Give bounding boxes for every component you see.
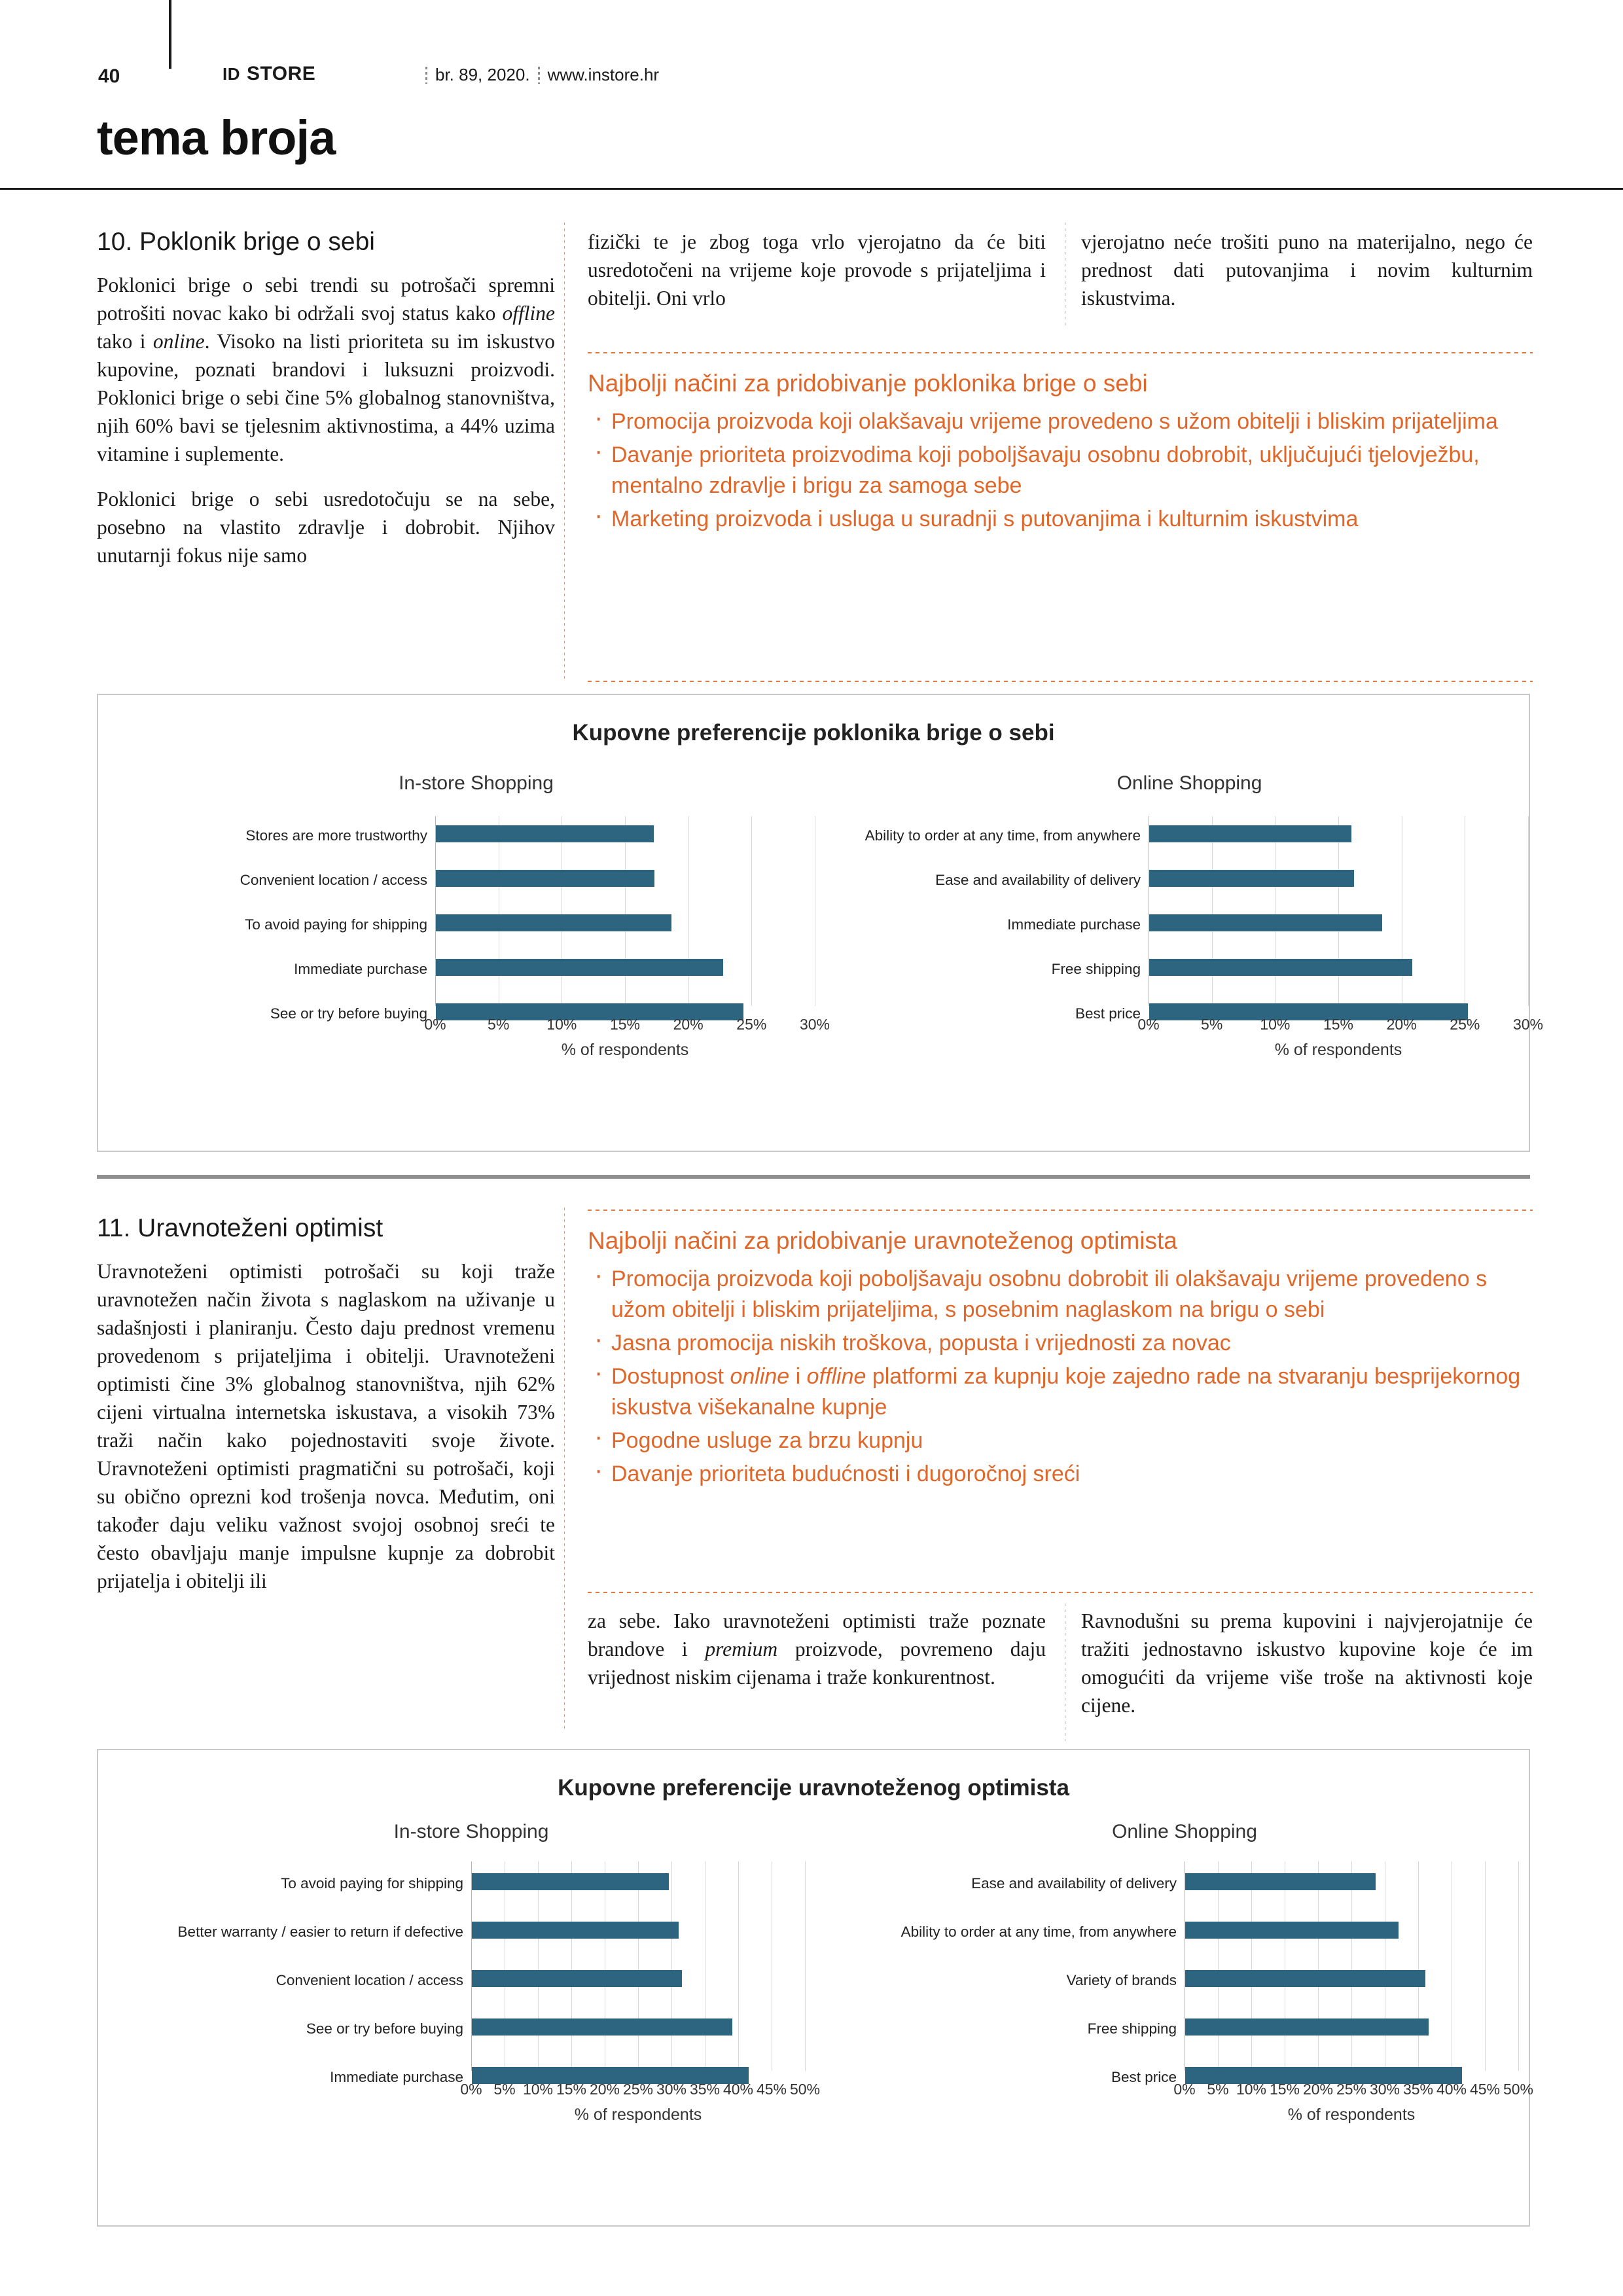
gridline	[1528, 816, 1529, 1006]
masthead-logo	[223, 63, 315, 85]
axis-tick-label: 15%	[1269, 2081, 1300, 2098]
axis-tick-label: 20%	[1302, 2081, 1334, 2098]
axis-tick-label: 5%	[493, 2081, 516, 2098]
callout10-list	[588, 406, 1537, 535]
axis-tick-label: 30%	[656, 2081, 687, 2098]
axis-tick-label: 25%	[622, 2081, 654, 2098]
section10-right-column	[1081, 228, 1533, 329]
masthead-meta	[425, 65, 659, 85]
gridline	[1351, 1861, 1352, 2071]
axis-tick-label: 45%	[756, 2081, 787, 2098]
callout10-bottom-rule	[588, 681, 1533, 682]
section10-left-column	[97, 228, 555, 586]
chart1-title: Kupovne preferencije poklonika brige o sebi	[572, 720, 1055, 745]
bar-category-label: To avoid paying for shipping	[245, 916, 427, 933]
gridline	[1218, 1861, 1219, 2071]
section11-paragraph-mid: za sebe. Iako uravnoteženi optimisti traže poznate brandove i premium proizvode, povremeno daju vrijednost niskim cijenama i traže konkurentnost.	[588, 1609, 1046, 1689]
axis-tick-label: 5%	[488, 1016, 510, 1033]
header-vertical-rule	[169, 0, 171, 69]
gridline	[738, 1861, 739, 2071]
bar-category-label: Convenient location / access	[276, 1972, 463, 1988]
bar	[436, 870, 654, 887]
callout10-top-rule	[588, 352, 1533, 353]
section10-mid-column	[588, 228, 1046, 329]
gridline	[1318, 1861, 1319, 2071]
axis-tick-label: 15%	[609, 1016, 641, 1033]
gridline	[1485, 1861, 1486, 2071]
bar-category-label: Free shipping	[1051, 961, 1141, 977]
axis-tick-label: 45%	[1469, 2081, 1501, 2098]
axis-tick-label: 15%	[1323, 1016, 1354, 1033]
divider-icon	[538, 67, 540, 84]
callout11	[588, 1227, 1537, 1492]
gridline	[1212, 816, 1213, 1006]
panel-subtitle: In-store Shopping	[399, 772, 554, 794]
chart-kupovne-preferencije-poklonika	[97, 694, 1544, 1152]
chart2-title: Kupovne preferencije uravnoteženog optimista	[558, 1775, 1069, 1801]
callout10-title: Najbolji načini za pridobivanje poklonika brige o sebi	[588, 370, 1148, 397]
bar	[1149, 959, 1412, 976]
section11-mid-column	[588, 1607, 1046, 1708]
axis-tick-label: 0%	[1137, 1016, 1160, 1033]
axis-tick-label: 20%	[1386, 1016, 1417, 1033]
axis-tick-label: 5%	[1207, 2081, 1229, 2098]
gridline	[1518, 1861, 1519, 2071]
bar-category-label: Best price	[1075, 1005, 1141, 1022]
axis-tick-label: 0%	[424, 1016, 446, 1033]
axis-tick-label: 15%	[556, 2081, 587, 2098]
panel-subtitle: Online Shopping	[1116, 772, 1262, 794]
gridline	[638, 1861, 639, 2071]
list-item: · Dostupnost online i offline platformi za kupnju koje zajedno rade na stvaranju besprijekornog iskustva višekanalne kupnje	[588, 1361, 1537, 1423]
section11-heading: 11. Uravnoteženi optimist	[97, 1214, 383, 1242]
section10-paragraph-2: Poklonici brige o sebi usredotočuju se na sebe, posebno na vlastito zdravlje i dobrobit. Njihov unutarnji fokus nije samo	[97, 488, 555, 567]
axis-tick-label: 25%	[1336, 2081, 1367, 2098]
section11-paragraph-right: Ravnodušni su prema kupovini i najvjerojatnije će tražiti jednostavno iskustvo kupovine koje će im omogućiti da vrijeme više troše na aktivnosti koje cijene.	[1081, 1609, 1533, 1717]
bar-category-label: Immediate purchase	[330, 2069, 463, 2085]
bar	[1149, 870, 1354, 887]
panel-subtitle: Online Shopping	[1112, 1821, 1257, 1842]
axis-tick-label: 40%	[722, 2081, 754, 2098]
website-url: www.instore.hr	[547, 65, 660, 84]
bar-category-label: See or try before buying	[306, 2020, 463, 2037]
callout10	[588, 370, 1537, 537]
bar-category-label: Better warranty / easier to return if defective	[177, 1924, 463, 1940]
gridline	[625, 816, 626, 1006]
list-item: · Davanje prioriteta budućnosti i dugoročnoj sreći	[588, 1459, 1537, 1490]
page-header	[0, 0, 1623, 190]
bar	[1185, 1970, 1425, 1987]
bar-category-label: Variety of brands	[1066, 1972, 1177, 1988]
axis-tick-label: 25%	[736, 1016, 767, 1033]
bar-category-label: Best price	[1111, 2069, 1177, 2085]
axis-tick-label: 30%	[1512, 1016, 1544, 1033]
list-item: · Marketing proizvoda i usluga u suradnji s putovanjima i kulturnim iskustvima	[588, 504, 1537, 535]
callout11-top-rule	[588, 1210, 1533, 1211]
callout11-list	[588, 1264, 1537, 1490]
axis-tick-label: 30%	[1369, 2081, 1400, 2098]
bar	[472, 1922, 679, 1939]
axis-tick-label: 50%	[1503, 2081, 1534, 2098]
bar-category-label: Ease and availability of delivery	[971, 1875, 1177, 1892]
section10-heading: 10. Poklonik brige o sebi	[97, 228, 375, 256]
axis-tick-label: 10%	[1236, 2081, 1267, 2098]
axis-baseline	[435, 816, 436, 1006]
bar	[472, 1970, 682, 1987]
gridline	[805, 1861, 806, 2071]
gridline	[751, 816, 752, 1006]
axis-tick-label: 50%	[789, 2081, 821, 2098]
section10-paragraph-3: fizički te je zbog toga vrlo vjerojatno da će biti usredotočeni na vrijeme koje provode s prijateljima i obitelji. Oni vrlo	[588, 230, 1046, 310]
issue-number: br. 89, 2020.	[435, 65, 530, 84]
gridline	[688, 816, 689, 1006]
bar	[1149, 825, 1351, 842]
axis-tick-label: 10%	[522, 2081, 554, 2098]
bar	[436, 959, 723, 976]
bar-category-label: Stores are more trustworthy	[245, 827, 427, 844]
list-item: · Promocija proizvoda koji poboljšavaju osobnu dobrobit ili olakšavaju vrijeme provedeno s užom obitelji i bliskim prijateljima, s posebnim naglaskom na brigu o sebi	[588, 1264, 1537, 1325]
section11-right-column	[1081, 1607, 1533, 1736]
bar	[436, 914, 671, 931]
list-item: · Promocija proizvoda koji olakšavaju vrijeme provedeno s užom obitelji i bliskim prijateljima	[588, 406, 1537, 437]
x-axis-label: % of respondents	[574, 2106, 702, 2124]
axis-tick-label: 20%	[589, 2081, 620, 2098]
x-axis-label: % of respondents	[1274, 1041, 1402, 1059]
chart-kupovne-preferencije-uravnotezenog-optimista	[97, 1749, 1534, 2227]
instore-logo-mark: ID	[223, 63, 240, 84]
axis-tick-label: 10%	[1260, 1016, 1291, 1033]
gridline	[571, 1861, 572, 2071]
section-divider-rule	[97, 1175, 1530, 1179]
bar	[1185, 1922, 1399, 1939]
x-axis-label: % of respondents	[1287, 2106, 1416, 2124]
bar-category-label: Ability to order at any time, from anywhere	[865, 827, 1141, 844]
section11-paragraph-left: Uravnoteženi optimisti potrošači su koji traže uravnotežen način života s naglaskom na uživanje u sadašnjosti i planiranju. Često daju prednost vremenu provedenom s prijateljima i obitelji. Uravnoteženi optimisti čine 3% globalnog stanovništva, njih 62% cijeni virtualna internetska iskustava, a visokih 73% traži način kako pojednostaviti svoje živote. Uravnoteženi optimisti pragmatični su potrošači, koji su obično oprezni kod trošenja novca. Međutim, oni također daju veliku važnost svojoj osobnoj sreći te često obavljaju manje impulsne kupnje za dobrobit prijatelja i obitelji ili	[97, 1260, 555, 1592]
bar-category-label: Ability to order at any time, from anywhere	[901, 1924, 1177, 1940]
list-item: · Pogodne usluge za brzu kupnju	[588, 1426, 1537, 1456]
bar	[436, 825, 654, 842]
axis-tick-label: 10%	[546, 1016, 577, 1033]
axis-tick-label: 35%	[689, 2081, 721, 2098]
bar	[472, 1873, 669, 1890]
page-number: 40	[98, 65, 120, 87]
axis-tick-label: 25%	[1450, 1016, 1480, 1033]
axis-tick-label: 30%	[799, 1016, 830, 1033]
page-title: tema broja	[97, 111, 336, 165]
bar-category-label: See or try before buying	[270, 1005, 427, 1022]
axis-tick-label: 0%	[1173, 2081, 1196, 2098]
bar	[1185, 2018, 1429, 2036]
gridline	[1251, 1861, 1252, 2071]
x-axis-label: % of respondents	[561, 1041, 689, 1059]
axis-tick-label: 0%	[460, 2081, 482, 2098]
gridline	[538, 1861, 539, 2071]
bar-category-label: To avoid paying for shipping	[281, 1875, 463, 1892]
axis-tick-label: 20%	[673, 1016, 704, 1033]
bar-category-label: Ease and availability of delivery	[935, 872, 1141, 888]
list-item: · Davanje prioriteta proizvodima koji poboljšavaju osobnu dobrobit, uključujući tjelovježbu, mentalno zdravlje i brigu za samoga sebe	[588, 440, 1537, 501]
bar-category-label: Immediate purchase	[1007, 916, 1141, 933]
gridline	[1338, 816, 1339, 1006]
bar	[472, 2018, 732, 2036]
bar-category-label: Free shipping	[1087, 2020, 1177, 2037]
callout11-title: Najbolji načini za pridobivanje uravnoteženog optimista	[588, 1227, 1177, 1254]
column-divider	[564, 1208, 565, 1731]
bar-category-label: Immediate purchase	[294, 961, 427, 977]
bar-category-label: Convenient location / access	[240, 872, 427, 888]
column-divider	[564, 223, 565, 681]
axis-tick-label: 40%	[1436, 2081, 1467, 2098]
panel-subtitle: In-store Shopping	[393, 1821, 549, 1842]
gridline	[671, 1861, 672, 2071]
section11-left-column	[97, 1214, 555, 1612]
masthead-wordmark: STORE	[247, 63, 316, 84]
axis-tick-label: 35%	[1402, 2081, 1434, 2098]
axis-baseline	[471, 1861, 472, 2071]
callout11-bottom-rule	[588, 1592, 1533, 1593]
bar	[1185, 1873, 1376, 1890]
section10-paragraph-4: vjerojatno neće trošiti puno na materijalno, nego će prednost dati putovanjima i novim kulturnim iskustvima.	[1081, 230, 1533, 310]
gridline	[1418, 1861, 1419, 2071]
bar	[1149, 914, 1382, 931]
axis-tick-label: 5%	[1201, 1016, 1223, 1033]
section10-paragraph-1: Poklonici brige o sebi trendi su potrošači spremni potrošiti novac kako bi održali svoj status kako offline tako i online. Visoko na listi prioriteta su im iskustvo kupovine, poznati brandovi i luksuzni proizvodi. Poklonici brige o sebi čine 5% globalnog stanovništva, njih 60% bavi se tjelesnim aktivnostima, a 44% uzima vitamine i suplemente.	[97, 274, 555, 465]
divider-icon	[425, 67, 427, 84]
list-item: · Jasna promocija niskih troškova, popusta i vrijednosti za novac	[588, 1328, 1537, 1359]
